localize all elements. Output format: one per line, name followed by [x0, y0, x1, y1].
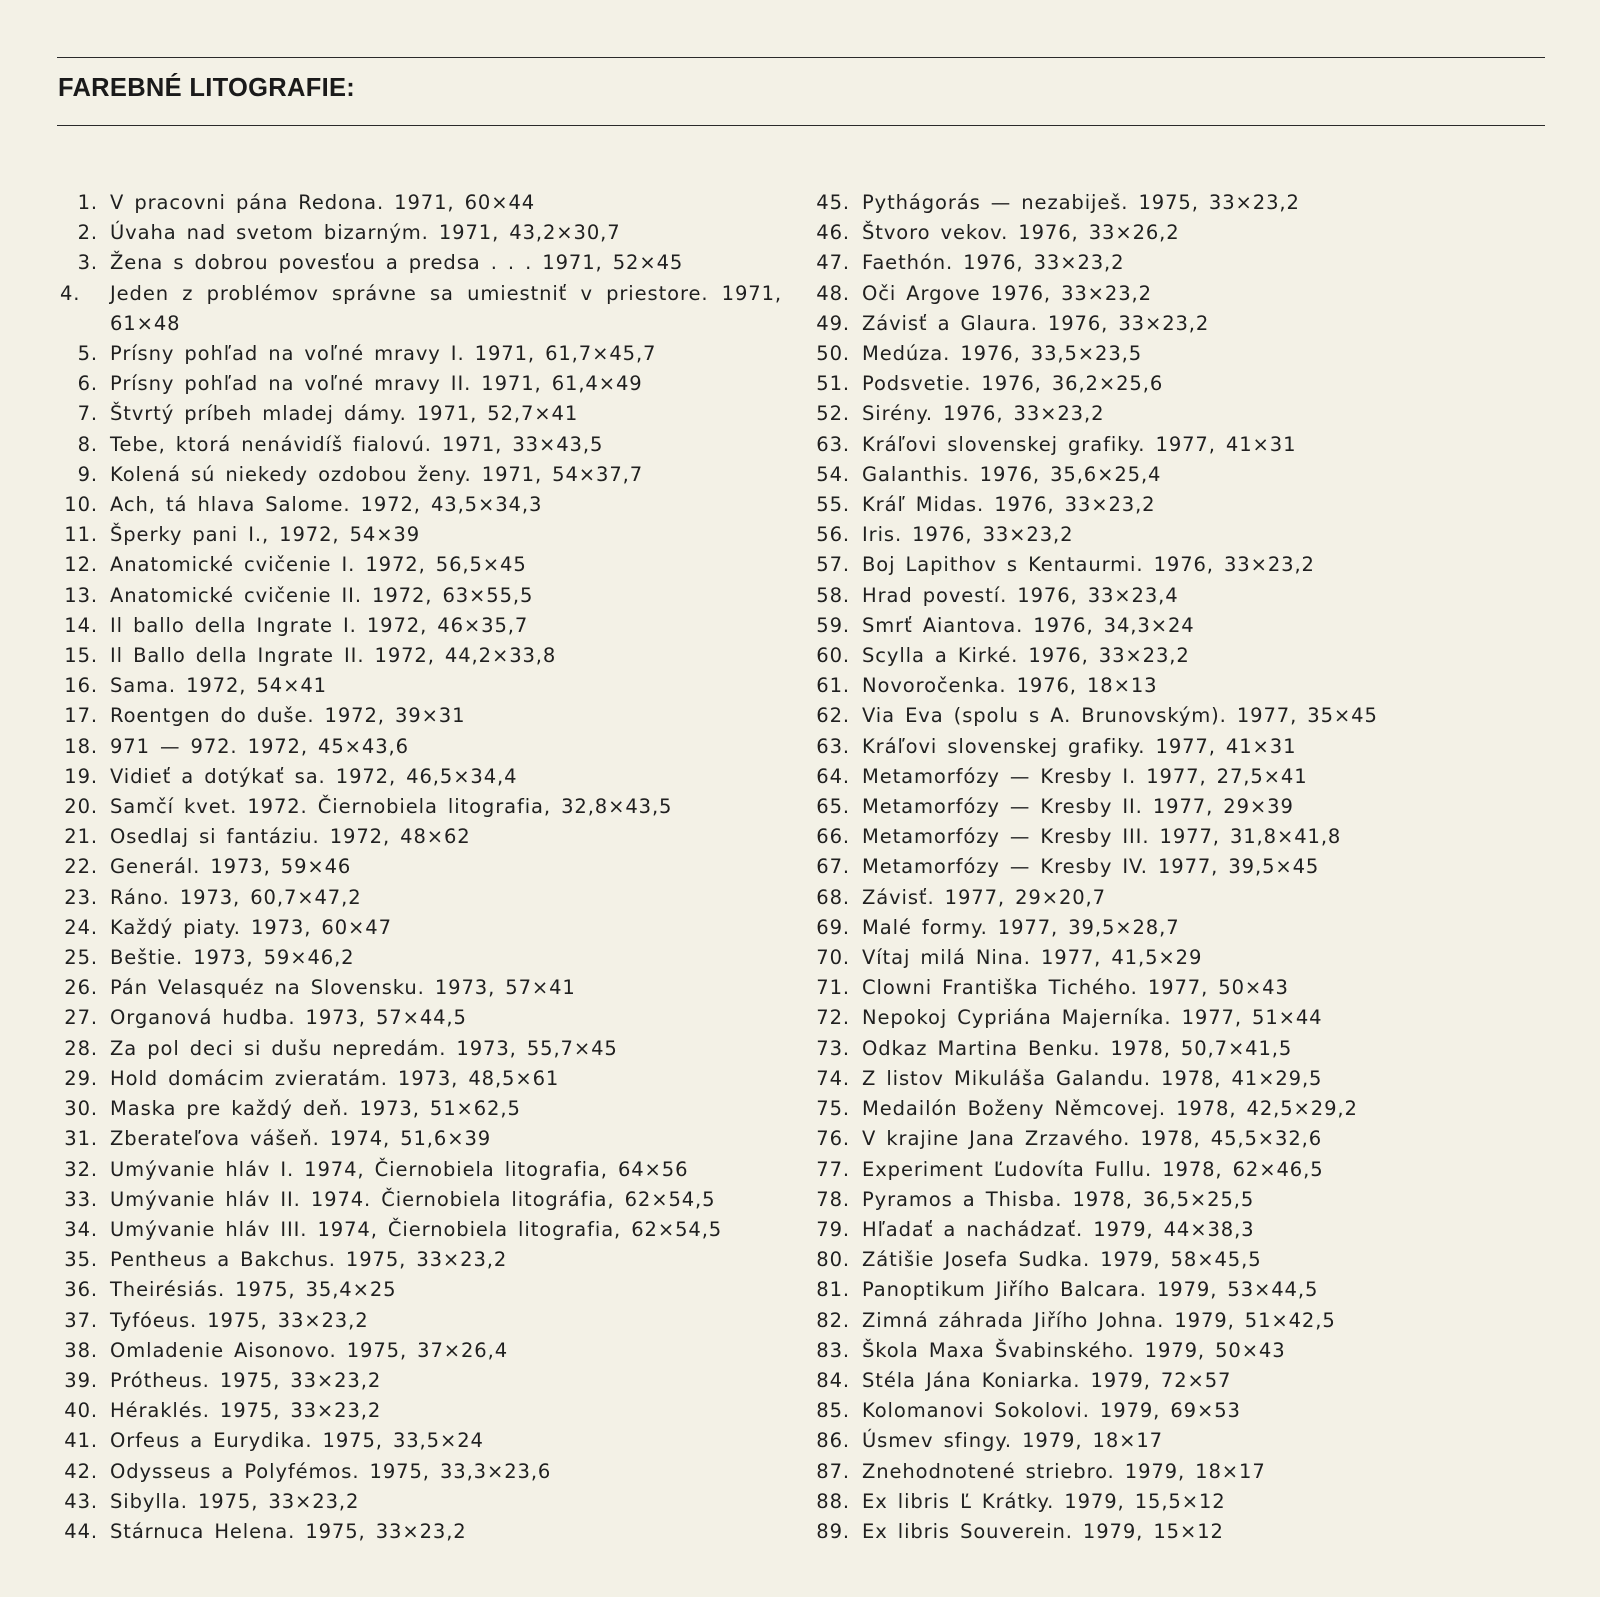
item-text: Anatomické cvičenie I. 1972, 56,5×45: [110, 553, 527, 577]
item-number: 47.: [816, 251, 850, 275]
list-item: [60, 792, 790, 822]
item-text: Beštie. 1973, 59×46,2: [110, 946, 355, 970]
list-item: [812, 369, 1552, 399]
item-number: 27.: [64, 1006, 98, 1030]
list-item: [60, 1487, 790, 1517]
item-text: Z listov Mikuláša Galandu. 1978, 41×29,5: [862, 1066, 1323, 1090]
item-number: 66.: [816, 825, 850, 849]
list-item: [812, 1185, 1552, 1215]
item-number: 25.: [64, 946, 98, 970]
list-item: [60, 248, 790, 278]
item-number: 70.: [816, 946, 850, 970]
item-number: 35.: [64, 1248, 98, 1272]
item-text: Sibylla. 1975, 33×23,2: [110, 1489, 360, 1513]
item-number: 40.: [64, 1399, 98, 1423]
item-text: Úsmev sfingy. 1979, 18×17: [862, 1429, 1163, 1453]
item-number: 56.: [816, 523, 850, 547]
item-number: 65.: [816, 795, 850, 819]
item-number: 54.: [816, 462, 850, 486]
item-text: Orfeus a Eurydika. 1975, 33,5×24: [110, 1429, 484, 1453]
item-number: 63.: [816, 734, 850, 758]
item-number: 26.: [64, 976, 98, 1000]
item-text: Štvoro vekov. 1976, 33×26,2: [862, 221, 1180, 245]
item-number: 84.: [816, 1368, 850, 1392]
list-item: [60, 218, 790, 248]
list-item: [812, 1003, 1552, 1033]
item-number: 10.: [64, 493, 98, 517]
list-item: [60, 701, 790, 731]
item-number: 22.: [64, 855, 98, 879]
item-number: 4.: [60, 281, 81, 305]
item-number: 36.: [64, 1278, 98, 1302]
item-number: 64.: [816, 764, 850, 788]
list-item: [60, 641, 790, 671]
list-item: [812, 1034, 1552, 1064]
item-number: 19.: [64, 764, 98, 788]
item-text: Kolená sú niekedy ozdobou ženy. 1971, 54×37,7: [110, 462, 644, 486]
list-item: [60, 279, 790, 339]
list-item: [60, 883, 790, 913]
item-number: 48.: [816, 281, 850, 305]
item-number: 7.: [77, 402, 98, 426]
list-item: [812, 1124, 1552, 1154]
list-item: [812, 490, 1552, 520]
item-text: Umývanie hláv II. 1974. Čiernobiela litográfia, 62×54,5: [110, 1187, 716, 1211]
list-item: [60, 430, 790, 460]
list-item: [812, 1426, 1552, 1456]
item-text: Zimná záhrada Jiřího Johna. 1979, 51×42,5: [862, 1308, 1336, 1332]
item-number: 2.: [77, 221, 98, 245]
section-heading: FAREBNÉ LITOGRAFIE:: [58, 74, 356, 102]
item-text: Ex libris Souverein. 1979, 15×12: [862, 1519, 1224, 1543]
item-text: Stárnuca Helena. 1975, 33×23,2: [110, 1519, 467, 1543]
item-text: Hold domácim zvieratám. 1973, 48,5×61: [110, 1066, 560, 1090]
list-item: [812, 973, 1552, 1003]
list-item: [812, 732, 1552, 762]
item-text: Omladenie Aisonovo. 1975, 37×26,4: [110, 1338, 509, 1362]
list-item: [812, 279, 1552, 309]
item-text: Malé formy. 1977, 39,5×28,7: [862, 915, 1180, 939]
item-number: 29.: [64, 1066, 98, 1090]
list-item: [812, 399, 1552, 429]
item-number: 30.: [64, 1097, 98, 1121]
item-number: 41.: [64, 1429, 98, 1453]
item-number: 6.: [77, 372, 98, 396]
item-text: V krajine Jana Zrzavého. 1978, 45,5×32,6: [862, 1127, 1323, 1151]
item-text: Pyramos a Thisba. 1978, 36,5×25,5: [862, 1187, 1255, 1211]
item-text: Ráno. 1973, 60,7×47,2: [110, 885, 362, 909]
item-text: Kráľovi slovenskej grafiky. 1977, 41×31: [862, 432, 1297, 456]
item-number: 69.: [816, 915, 850, 939]
item-text: Metamorfózy — Kresby III. 1977, 31,8×41,8: [862, 825, 1342, 849]
list-item: [60, 1124, 790, 1154]
item-text: Maska pre každý deň. 1973, 51×62,5: [110, 1097, 521, 1121]
item-text: Vidieť a dotýkať sa. 1972, 46,5×34,4: [110, 764, 518, 788]
list-item: [812, 1275, 1552, 1305]
list-item: [60, 581, 790, 611]
list-item: [60, 973, 790, 1003]
item-text: Novoročenka. 1976, 18×13: [862, 674, 1158, 698]
item-number: 9.: [77, 462, 98, 486]
list-item: [60, 943, 790, 973]
item-number: 51.: [816, 372, 850, 396]
item-number: 14.: [64, 613, 98, 637]
item-number: 21.: [64, 825, 98, 849]
list-item: [812, 883, 1552, 913]
item-text: Umývanie hláv III. 1974, Čiernobiela litografia, 62×54,5: [110, 1217, 723, 1241]
item-text: Škola Maxa Švabinského. 1979, 50×43: [862, 1338, 1286, 1362]
list-item: [812, 1487, 1552, 1517]
list-item: [60, 490, 790, 520]
item-text: Tebe, ktorá nenávidíš fialovú. 1971, 33×43,5: [110, 432, 604, 456]
item-text: Stéla Jána Koniarka. 1979, 72×57: [862, 1368, 1232, 1392]
item-number: 38.: [64, 1338, 98, 1362]
list-item: [812, 1366, 1552, 1396]
item-text: Roentgen do duše. 1972, 39×31: [110, 704, 466, 728]
list-item: [60, 520, 790, 550]
item-text: Prótheus. 1975, 33×23,2: [110, 1368, 382, 1392]
item-number: 83.: [816, 1338, 850, 1362]
list-item: [812, 339, 1552, 369]
list-item: [60, 369, 790, 399]
item-text: Každý piaty. 1973, 60×47: [110, 915, 392, 939]
list-item: [60, 1517, 790, 1547]
item-text: Hľadať a nachádzať. 1979, 44×38,3: [862, 1217, 1255, 1241]
list-item: [60, 1034, 790, 1064]
item-text: Pythágorás — nezabiješ. 1975, 33×23,2: [862, 191, 1300, 214]
item-text: Sirény. 1976, 33×23,2: [862, 402, 1105, 426]
list-item: [812, 188, 1552, 218]
list-item: [60, 1215, 790, 1245]
list-item: [60, 732, 790, 762]
item-number: 87.: [816, 1459, 850, 1483]
list-item: [60, 762, 790, 792]
item-text: Oči Argove 1976, 33×23,2: [862, 281, 1152, 305]
list-item: [60, 913, 790, 943]
item-text: Ex libris Ľ Krátky. 1979, 15,5×12: [862, 1489, 1226, 1513]
list-item: [60, 1306, 790, 1336]
item-text: Žena s dobrou povesťou a predsa . . . 1971, 52×45: [110, 251, 684, 275]
item-number: 75.: [816, 1097, 850, 1121]
list-item: [812, 762, 1552, 792]
item-number: 57.: [816, 553, 850, 577]
list-item: [812, 913, 1552, 943]
list-item: [812, 1457, 1552, 1487]
item-text: 971 — 972. 1972, 45×43,6: [110, 734, 409, 758]
item-number: 76.: [816, 1127, 850, 1151]
list-item: [812, 641, 1552, 671]
list-item: [60, 460, 790, 490]
list-item: [60, 852, 790, 882]
item-number: 67.: [816, 855, 850, 879]
list-item: [60, 1336, 790, 1366]
list-item: [60, 1185, 790, 1215]
item-text: Boj Lapithov s Kentaurmi. 1976, 33×23,2: [862, 553, 1315, 577]
item-number: 32.: [64, 1157, 98, 1181]
list-item: [812, 309, 1552, 339]
item-text: Panoptikum Jiřího Balcara. 1979, 53×44,5: [862, 1278, 1319, 1302]
item-text: Iris. 1976, 33×23,2: [862, 523, 1074, 547]
list-item: [812, 943, 1552, 973]
item-text: Generál. 1973, 59×46: [110, 855, 352, 879]
item-text: Osedlaj si fantáziu. 1972, 48×62: [110, 825, 471, 849]
item-number: 60.: [816, 644, 850, 668]
item-number: 77.: [816, 1157, 850, 1181]
item-number: 33.: [64, 1187, 98, 1211]
item-number: 72.: [816, 1006, 850, 1030]
list-item: [812, 1336, 1552, 1366]
item-number: 37.: [64, 1308, 98, 1332]
list-item: [60, 399, 790, 429]
item-text: Theirésiás. 1975, 35,4×25: [110, 1278, 397, 1302]
item-number: 12.: [64, 553, 98, 577]
list-item: [812, 1155, 1552, 1185]
item-text: Metamorfózy — Kresby I. 1977, 27,5×41: [862, 764, 1308, 788]
list-item: [812, 218, 1552, 248]
item-number: 55.: [816, 493, 850, 517]
list-item: [812, 550, 1552, 580]
item-text: Podsvetie. 1976, 36,2×25,6: [862, 372, 1164, 396]
list-item: [60, 339, 790, 369]
item-text: Hrad povestí. 1976, 33×23,4: [862, 583, 1179, 607]
item-number: 74.: [816, 1066, 850, 1090]
item-text: Štvrtý príbeh mladej dámy. 1971, 52,7×41: [110, 402, 579, 426]
item-text: Jeden z problémov správne sa umiestniť v priestore. 1971, 61×48: [110, 281, 782, 335]
item-number: 68.: [816, 885, 850, 909]
list-item: [812, 520, 1552, 550]
item-text: Héraklés. 1975, 33×23,2: [110, 1399, 382, 1423]
list-item: [60, 550, 790, 580]
item-text: Vítaj milá Nina. 1977, 41,5×29: [862, 946, 1203, 970]
item-number: 43.: [64, 1489, 98, 1513]
list-item: [812, 1215, 1552, 1245]
item-text: Úvaha nad svetom bizarným. 1971, 43,2×30,7: [110, 221, 621, 245]
item-number: 62.: [816, 704, 850, 728]
item-number: 17.: [64, 704, 98, 728]
list-item: [812, 852, 1552, 882]
item-text: Metamorfózy — Kresby IV. 1977, 39,5×45: [862, 855, 1320, 879]
list-item: [812, 1517, 1552, 1547]
item-text: Prísny pohľad na voľné mravy I. 1971, 61,7×45,7: [110, 342, 657, 366]
list-item: [60, 1155, 790, 1185]
item-number: 86.: [816, 1429, 850, 1453]
list-item: [812, 581, 1552, 611]
list-item: [60, 188, 790, 218]
item-text: Zátišie Josefa Sudka. 1979, 58×45,5: [862, 1248, 1262, 1272]
item-number: 78.: [816, 1187, 850, 1211]
item-text: Tyfóeus. 1975, 33×23,2: [110, 1308, 369, 1332]
item-text: Faethón. 1976, 33×23,2: [862, 251, 1125, 275]
item-number: 59.: [816, 613, 850, 637]
item-text: Kráľ Midas. 1976, 33×23,2: [862, 493, 1156, 517]
item-text: Samčí kvet. 1972. Čiernobiela litografia, 32,8×43,5: [110, 795, 673, 819]
list-item: [60, 1064, 790, 1094]
list-item: [60, 671, 790, 701]
list-item: [60, 822, 790, 852]
item-text: Il Ballo della Ingrate II. 1972, 44,2×33,8: [110, 644, 557, 668]
item-number: 80.: [816, 1248, 850, 1272]
item-number: 34.: [64, 1217, 98, 1241]
list-item: [812, 1094, 1552, 1124]
list-item: [60, 1275, 790, 1305]
item-number: 5.: [77, 342, 98, 366]
item-number: 63.: [816, 432, 850, 456]
item-text: Pán Velasquéz na Slovensku. 1973, 57×41: [110, 976, 576, 1000]
item-text: Odysseus a Polyfémos. 1975, 33,3×23,6: [110, 1459, 552, 1483]
item-text: Anatomické cvičenie II. 1972, 63×55,5: [110, 583, 534, 607]
item-text: Znehodnotené striebro. 1979, 18×17: [862, 1459, 1266, 1483]
item-text: Sama. 1972, 54×41: [110, 674, 327, 698]
list-item: [60, 1245, 790, 1275]
list-item: [812, 460, 1552, 490]
list-item: [812, 1064, 1552, 1094]
item-number: 18.: [64, 734, 98, 758]
item-number: 82.: [816, 1308, 850, 1332]
item-text: Via Eva (spolu s A. Brunovským). 1977, 35×45: [862, 704, 1378, 728]
item-text: Medúza. 1976, 33,5×23,5: [862, 342, 1143, 366]
item-number: 44.: [64, 1519, 98, 1543]
heading-rule: [57, 125, 1545, 126]
item-text: Odkaz Martina Benku. 1978, 50,7×41,5: [862, 1036, 1293, 1060]
list-item: [60, 1003, 790, 1033]
item-number: 45.: [816, 191, 850, 214]
item-text: Scylla a Kirké. 1976, 33×23,2: [862, 644, 1190, 668]
item-text: Smrť Aiantova. 1976, 34,3×24: [862, 613, 1195, 637]
item-text: V pracovni pána Redona. 1971, 60×44: [110, 191, 536, 214]
item-text: Prísny pohľad na voľné mravy II. 1971, 61,4×49: [110, 372, 643, 396]
item-text: Kráľovi slovenskej grafiky. 1977, 41×31: [862, 734, 1297, 758]
list-item: [812, 1396, 1552, 1426]
item-number: 24.: [64, 915, 98, 939]
item-number: 23.: [64, 885, 98, 909]
item-text: Kolomanovi Sokolovi. 1979, 69×53: [862, 1399, 1241, 1423]
item-number: 49.: [816, 311, 850, 335]
item-text: Ach, tá hlava Salome. 1972, 43,5×34,3: [110, 493, 543, 517]
item-text: Umývanie hláv I. 1974, Čiernobiela litografia, 64×56: [110, 1157, 689, 1181]
list-item: [60, 1396, 790, 1426]
item-number: 71.: [816, 976, 850, 1000]
item-number: 88.: [816, 1489, 850, 1513]
item-text: Závisť. 1977, 29×20,7: [862, 885, 1106, 909]
list-item: [812, 248, 1552, 278]
item-number: 42.: [64, 1459, 98, 1483]
item-number: 81.: [816, 1278, 850, 1302]
item-number: 28.: [64, 1036, 98, 1060]
item-number: 79.: [816, 1217, 850, 1241]
item-text: Závisť a Glaura. 1976, 33×23,2: [862, 311, 1210, 335]
item-number: 73.: [816, 1036, 850, 1060]
list-item: [812, 671, 1552, 701]
item-number: 15.: [64, 644, 98, 668]
list-item: [60, 1366, 790, 1396]
item-text: Pentheus a Bakchus. 1975, 33×23,2: [110, 1248, 508, 1272]
item-text: Zberateľova vášeň. 1974, 51,6×39: [110, 1127, 492, 1151]
item-text: Galanthis. 1976, 35,6×25,4: [862, 462, 1162, 486]
item-number: 8.: [77, 432, 98, 456]
item-text: Il ballo della Ingrate I. 1972, 46×35,7: [110, 613, 529, 637]
item-text: Experiment Ľudovíta Fullu. 1978, 62×46,5: [862, 1157, 1324, 1181]
list-item: [60, 611, 790, 641]
list-item: [812, 611, 1552, 641]
item-number: 1.: [77, 191, 98, 214]
list-item: [812, 792, 1552, 822]
list-item: [812, 1306, 1552, 1336]
item-text: Metamorfózy — Kresby II. 1977, 29×39: [862, 795, 1294, 819]
top-rule: [57, 57, 1545, 58]
item-number: 58.: [816, 583, 850, 607]
right-column-list: [812, 188, 1552, 1547]
item-text: Za pol deci si dušu nepredám. 1973, 55,7×45: [110, 1036, 618, 1060]
left-column-list: [60, 188, 790, 1547]
list-item: [60, 1457, 790, 1487]
list-item: [812, 822, 1552, 852]
item-number: 52.: [816, 402, 850, 426]
item-number: 39.: [64, 1368, 98, 1392]
item-number: 13.: [64, 583, 98, 607]
item-text: Organová hudba. 1973, 57×44,5: [110, 1006, 467, 1030]
item-number: 16.: [64, 674, 98, 698]
item-text: Medailón Boženy Němcovej. 1978, 42,5×29,2: [862, 1097, 1358, 1121]
list-item: [812, 701, 1552, 731]
list-item: [60, 1094, 790, 1124]
item-text: Nepokoj Cypriána Majerníka. 1977, 51×44: [862, 1006, 1323, 1030]
item-number: 11.: [64, 523, 98, 547]
item-number: 50.: [816, 342, 850, 366]
item-number: 61.: [816, 674, 850, 698]
list-item: [60, 1426, 790, 1456]
list-item: [812, 1245, 1552, 1275]
item-text: Šperky pani I., 1972, 54×39: [110, 523, 421, 547]
item-text: Clowni Františka Tichého. 1977, 50×43: [862, 976, 1289, 1000]
item-number: 89.: [816, 1519, 850, 1543]
item-number: 20.: [64, 795, 98, 819]
item-number: 3.: [77, 251, 98, 275]
item-number: 46.: [816, 221, 850, 245]
item-number: 31.: [64, 1127, 98, 1151]
list-item: [812, 430, 1552, 460]
item-number: 85.: [816, 1399, 850, 1423]
